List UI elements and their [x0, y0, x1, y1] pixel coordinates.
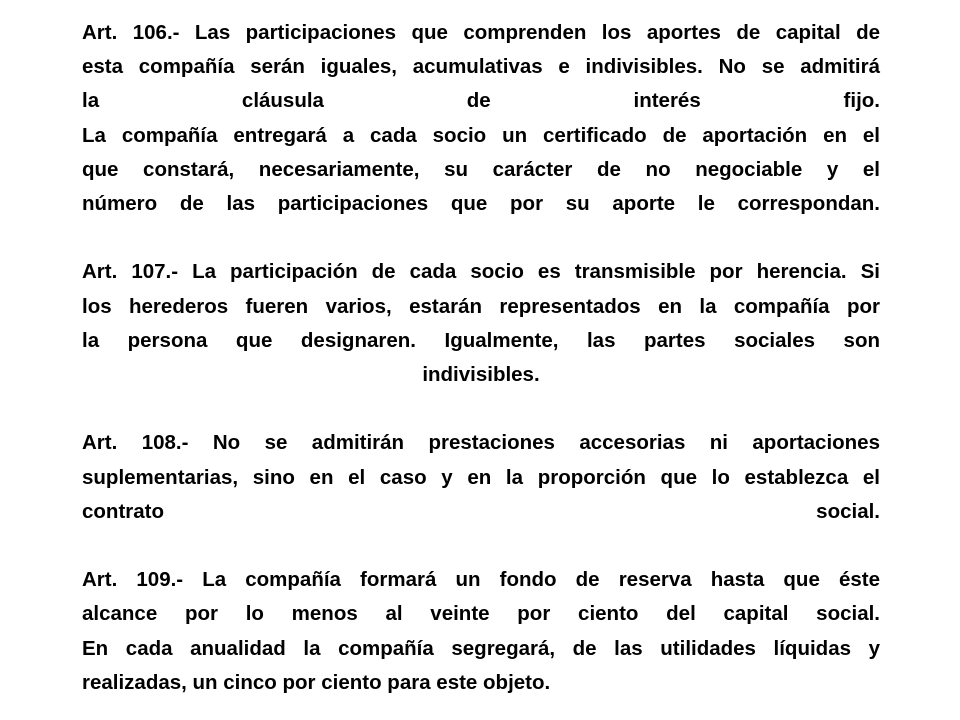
text-line: realizadas, un cinco por ciento para este objeto.: [82, 670, 551, 694]
text-line: Art. 106.- Las participaciones que comprenden los aportes de capital de: [82, 21, 880, 44]
text-line: Art. 108.- No se admitirán prestaciones accesorias ni aportaciones: [82, 431, 880, 455]
text-line: la cláusula de interés fijo.: [82, 89, 880, 113]
text-line: suplementarias, sino en el caso y en la proporción que lo establezca el: [82, 465, 880, 489]
text-line: En cada anualidad la compañía segregará, de las utilidades líquidas y: [82, 636, 880, 660]
text-line: indivisibles.: [422, 363, 540, 387]
text-line: esta compañía serán iguales, acumulativas e indivisibles. No se admitirá: [82, 55, 880, 79]
text-line: que constará, necesariamente, su carácter de no negociable y el: [82, 157, 880, 181]
article-109: [82, 563, 880, 700]
document-body: [82, 16, 880, 700]
text-line: alcance por lo menos al veinte por ciento del capital social.: [82, 602, 880, 626]
text-line: La compañía entregará a cada socio un certificado de aportación en el: [82, 123, 880, 147]
text-line: la persona que designaren. Igualmente, las partes sociales son: [82, 328, 880, 352]
article-106: [82, 16, 880, 221]
text-line: Art. 109.- La compañía formará un fondo de reserva hasta que éste: [82, 568, 880, 592]
article-108: [82, 426, 880, 529]
text-line: los herederos fueren varios, estarán representados en la compañía por: [82, 294, 880, 318]
text-line: contrato social.: [82, 499, 880, 523]
text-line: número de las participaciones que por su aporte le correspondan.: [82, 192, 880, 216]
article-107: [82, 255, 880, 392]
text-line: Art. 107.- La participación de cada socio es transmisible por herencia. Si: [82, 260, 880, 284]
